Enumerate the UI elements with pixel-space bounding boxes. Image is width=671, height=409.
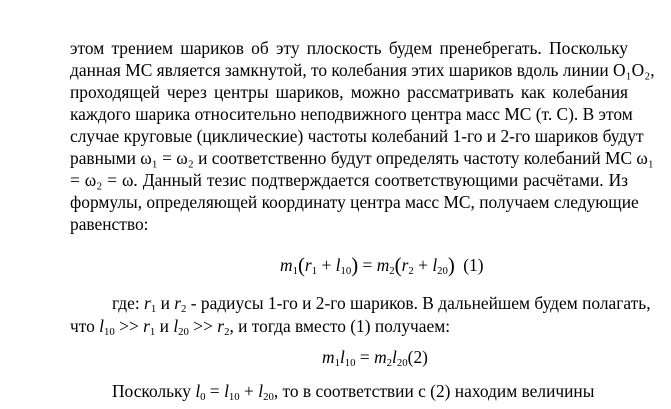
eq1-l10: l [335, 255, 341, 275]
text-segment: и [160, 293, 170, 313]
var-l0-sub: 0 [200, 391, 206, 404]
eq2-l20: l [392, 347, 397, 367]
var-r1-sub: 1 [150, 303, 157, 316]
text-line: случае круговые (циклические) частоты колебаний 1-го и 2-го шариков будут [70, 126, 644, 146]
eq1-l20: l [432, 255, 438, 275]
eq1-r1-sub: 1 [311, 265, 318, 278]
text-line: данная МС является замкнутой, то колебания этих шариков вдоль линии O₁O₂, [70, 60, 655, 80]
eq1-r2: r [401, 255, 409, 275]
text-line: проходящей через центры шариков, можно рассматривать как колебания [70, 82, 628, 102]
text-segment: , то в соответствии с (2) находим величины [273, 381, 595, 401]
text-line: равенство: [70, 214, 149, 234]
paragraph-2-line-1 [112, 292, 651, 316]
var-r1: r [143, 316, 150, 336]
eq2-m2-sub: 2 [386, 357, 393, 370]
text-line: формулы, определяющей координату центра масс МС, получаем следующие [70, 192, 639, 212]
equals-sign: = [209, 381, 220, 401]
eq2-l10: l [339, 347, 345, 367]
equation-1: $m_1(r_1 + l_{10}) = m_2(r_2 + l_{20})$ (1) [280, 253, 484, 278]
var-r2-sub: 2 [181, 303, 187, 316]
text-segment: и [159, 316, 169, 336]
paragraph-3-line-1 [112, 380, 628, 402]
text-line: равными ω₁ = ω₂ и соответственно будут определять частоту колебаний МС ω₁ [70, 148, 654, 168]
eq1-l20-sub: 20 [437, 265, 448, 278]
var-l0: l [195, 381, 201, 401]
paragraph-2-line-2 [70, 315, 628, 337]
text-segment: где: [112, 293, 140, 313]
eq2-m1: m [322, 347, 335, 367]
var-l10-sub: 10 [104, 326, 115, 339]
equation-2 [322, 345, 428, 369]
eq2-l10-sub: 10 [344, 357, 356, 370]
var-r2-sub: 2 [224, 326, 230, 339]
eq1-equals: = [362, 255, 373, 275]
var-l10: l [99, 316, 105, 336]
eq1-plus: + [418, 255, 428, 275]
plus-sign: + [244, 381, 254, 401]
text-line: = ω₂ = ω. Данный тезис подтверждается соответствующими расчётами. Из [70, 170, 628, 190]
var-l10-sub: 10 [228, 391, 240, 404]
eq2-m2: m [374, 347, 387, 367]
equation-number: (2) [407, 347, 428, 367]
var-r1-sub: 1 [149, 326, 156, 339]
var-r1: r [144, 293, 151, 313]
var-r2: r [174, 293, 182, 313]
eq1-m2: m [376, 255, 390, 275]
var-l20: l [258, 381, 264, 401]
eq2-m1-sub: 1 [334, 357, 340, 370]
eq2-l20-sub: 20 [396, 357, 408, 370]
var-l20-sub: 20 [263, 391, 274, 404]
var-l10: l [224, 381, 229, 401]
eq1-m1: m [280, 255, 293, 275]
text-line: каждого шарика относительно неподвижного центра масс МС (т. С). В этом [70, 104, 633, 124]
eq1-r1: r [304, 255, 312, 275]
text-segment: - радиусы 1-го и 2-го шариков. В дальнейшем будем полагать, [190, 293, 651, 313]
much-greater-sign: >> [119, 316, 139, 336]
var-l20: l [173, 316, 179, 336]
text-line: этом трением шариков об эту плоскость будем пренебрегать. Поскольку [70, 38, 628, 58]
var-l20-sub: 20 [178, 326, 189, 339]
eq1-plus: + [321, 255, 332, 275]
eq1-m2-sub: 2 [389, 265, 395, 278]
text-segment: , и тогда вместо (1) получаем: [229, 316, 451, 336]
equation-number: (1) [463, 255, 484, 275]
eq1-r2-sub: 2 [408, 265, 414, 278]
eq2-equals: = [359, 347, 370, 367]
var-r2: r [217, 316, 225, 336]
eq1-m1-sub: 1 [292, 265, 298, 278]
eq1-l10-sub: 10 [340, 265, 352, 278]
much-greater-sign: >> [193, 316, 213, 336]
text-segment: что [70, 316, 95, 336]
text-segment: Поскольку [112, 381, 191, 401]
